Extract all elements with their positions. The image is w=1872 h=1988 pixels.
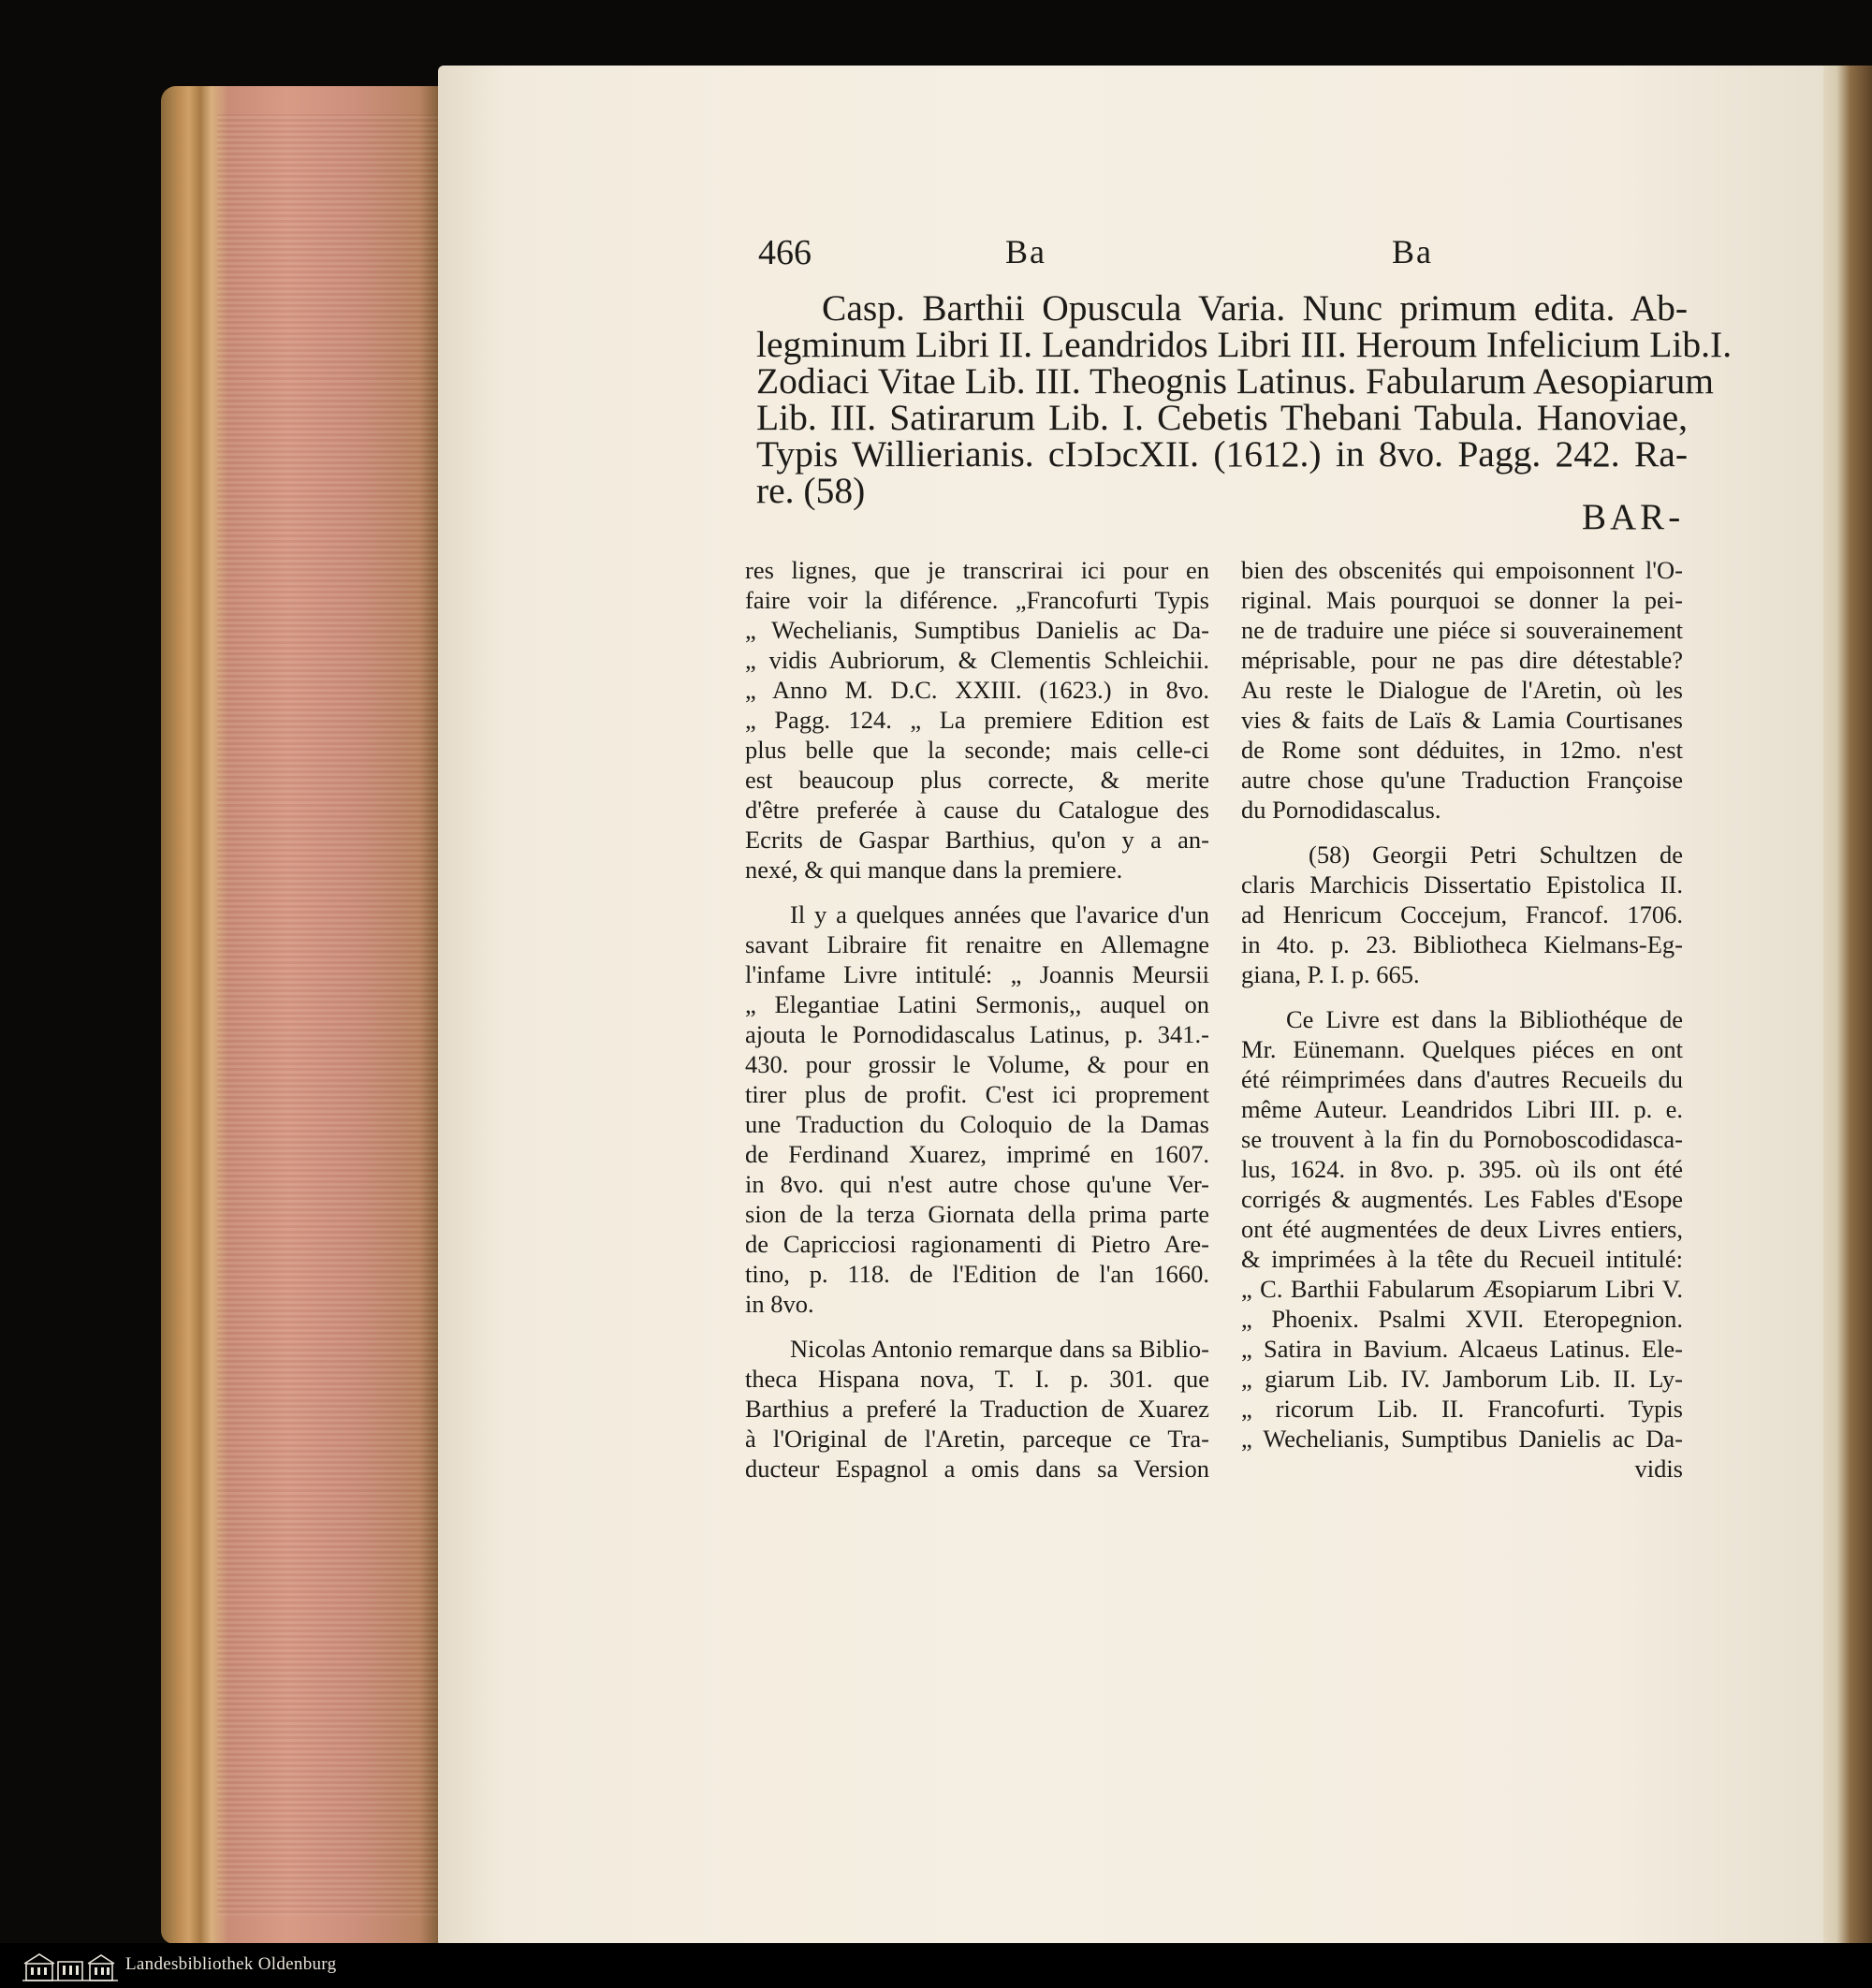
catchword: BAR- [1582,497,1685,537]
text-line: de Rome sont déduites, in 12mo. n'est [1241,736,1683,764]
text-line: même Auteur. Leandridos Libri III. p. e. [1241,1095,1683,1123]
running-head-left: Ba [1005,233,1046,270]
text-line: theca Hispana nova, T. I. p. 301. que [745,1365,1209,1393]
footnote-line: in 4to. p. 23. Bibliotheca Kielmans-Eg- [1241,930,1683,958]
text-line: bien des obscenités qui empoisonnent l'O- [1241,556,1683,584]
entry-line: Zodiaci Vitae Lib. III. Theognis Latinus. Fabularum Aesopiarum [756,360,1714,402]
text-line: 430. pour grossir le Volume, & pour en [745,1050,1209,1078]
text-line: se trouvent à la fin du Pornoboscodidasca- [1241,1125,1683,1153]
bibliographic-entry [756,287,1733,511]
text-line: Au reste le Dialogue de l'Aretin, où les [1241,676,1683,704]
text-line: l'infame Livre intitulé: „ Joannis Meursii [745,960,1209,988]
text-line: „ Phoenix. Psalmi XVII. Eteropegnion. [1241,1305,1683,1333]
text-line: „ Anno M. D.C. XXIII. (1623.) in 8vo. [745,676,1209,704]
text-line: une Traduction du Coloquio de la Damas [745,1110,1209,1138]
running-head-right: Ba [1392,233,1433,270]
entry-line: legminum Libri II. Leandridos Libri III. Heroum Infelicium Lib.I. [756,324,1733,365]
right-column [1241,555,1683,1484]
text-line: Nicolas Antonio remarque dans sa Biblio- [790,1335,1209,1363]
footnote-line: (58) Georgii Petri Schultzen de [1309,841,1683,869]
text-line: in 8vo. [745,1290,814,1318]
text-line: est beaucoup plus correcte, & merite [745,766,1209,794]
text-line: nexé, & qui manque dans la premiere. [745,855,1123,884]
text-line: in 8vo. qui n'est autre chose qu'une Ver- [745,1170,1209,1198]
entry-line: Lib. III. Satirarum Lib. I. Cebetis Thebani Tabula. Hanoviae, [756,397,1688,438]
entry-line: Casp. Barthii Opuscula Varia. Nunc primum edita. Ab- [822,287,1688,329]
text-line: ducteur Espagnol a omis dans sa Version [745,1454,1209,1483]
text-line: res lignes, que je transcrirai ici pour en [745,556,1209,584]
text-line: de Capricciosi ragionamenti di Pietro Are- [745,1230,1209,1258]
text-line: Ce Livre est dans la Bibliothéque de [1286,1005,1683,1033]
text-line: été réimprimées dans d'autres Recueils du [1241,1065,1683,1093]
text-line: d'être preferée à cause du Catalogue des [745,796,1209,824]
viewer-footer [0,1943,1872,1988]
text-line: plus belle que la seconde; mais celle-ci [745,736,1209,764]
text-line: savant Libraire fit renaitre en Allemagne [745,930,1209,958]
text-line: ajouta le Pornodidascalus Latinus, p. 341.- [745,1020,1209,1048]
footnote-line: ad Henricum Coccejum, Francof. 1706. [1241,900,1683,928]
text-line: lus, 1624. in 8vo. p. 395. où ils ont été [1241,1155,1683,1183]
text-line: ont été augmentées de deux Livres entiers, [1241,1215,1683,1243]
text-line: faire voir la diférence. „Francofurti Typis [745,586,1209,614]
text-line: sion de la terza Giornata della prima parte [745,1200,1209,1228]
text-line: „ ricorum Lib. II. Francofurti. Typis [1241,1395,1683,1423]
footnote-line: giana, P. I. p. 665. [1241,960,1420,988]
text-line: Barthius a preferé la Traduction de Xuarez [745,1395,1209,1423]
text-line: autre chose qu'une Traduction Françoise [1241,766,1683,794]
text-line: „ Elegantiae Latini Sermonis,, auquel on [745,990,1209,1018]
text-line: méprisable, pour ne pas dire détestable? [1241,646,1683,674]
text-line: corrigés & augmentés. Les Fables d'Esope [1241,1185,1683,1213]
text-line: „ Satira in Bavium. Alcaeus Latinus. Ele- [1241,1335,1683,1363]
text-line: „ Wechelianis, Sumptibus Danielis ac Da- [1241,1425,1683,1453]
page-number: 466 [758,233,812,272]
catchword-bottom: vidis [1634,1454,1683,1483]
footnote-line: claris Marchicis Dissertatio Epistolica II. [1241,870,1683,899]
text-line: „ Pagg. 124. „ La premiere Edition est [745,706,1209,734]
text-line: vies & faits de Laïs & Lamia Courtisanes [1241,706,1683,734]
text-line: ne de traduire une piéce si souverainement [1241,616,1683,644]
text-line: à l'Original de l'Aretin, parceque ce Tra- [745,1425,1209,1453]
text-line: du Pornodidascalus. [1241,796,1441,824]
text-line: tirer plus de profit. C'est ici proprement [745,1080,1209,1108]
library-building-icon [21,1951,120,1982]
book-fore-edge [161,86,442,1944]
text-line: Il y a quelques années que l'avarice d'un [790,900,1209,928]
text-line: Mr. Eünemann. Quelques piéces en ont [1241,1035,1683,1063]
text-line: „ vidis Aubriorum, & Clementis Schleichii. [745,646,1209,674]
text-line: de Ferdinand Xuarez, imprimé en 1607. [745,1140,1209,1168]
text-line: tino, p. 118. de l'Edition de l'an 1660. [745,1260,1209,1288]
library-name: Landesbibliothek Oldenburg [125,1954,337,1974]
text-line: & imprimées à la tête du Recueil intitulé: [1241,1245,1683,1273]
facing-page-edge [1818,66,1872,1951]
left-column [745,555,1209,1484]
text-line: riginal. Mais pourquoi se donner la pei- [1241,586,1683,614]
text-line: Ecrits de Gaspar Barthius, qu'on y a an- [745,826,1209,854]
text-line: „ C. Barthii Fabularum Æsopiarum Libri V. [1241,1275,1683,1303]
text-line: „ giarum Lib. IV. Jamborum Lib. II. Ly- [1241,1365,1683,1393]
text-line: „ Wechelianis, Sumptibus Danielis ac Da- [745,616,1209,644]
entry-line: Typis Willierianis. cIↄIↄcXII. (1612.) in 8vo. Pagg. 242. Ra- [756,433,1688,475]
entry-line: re. (58) [756,470,866,511]
